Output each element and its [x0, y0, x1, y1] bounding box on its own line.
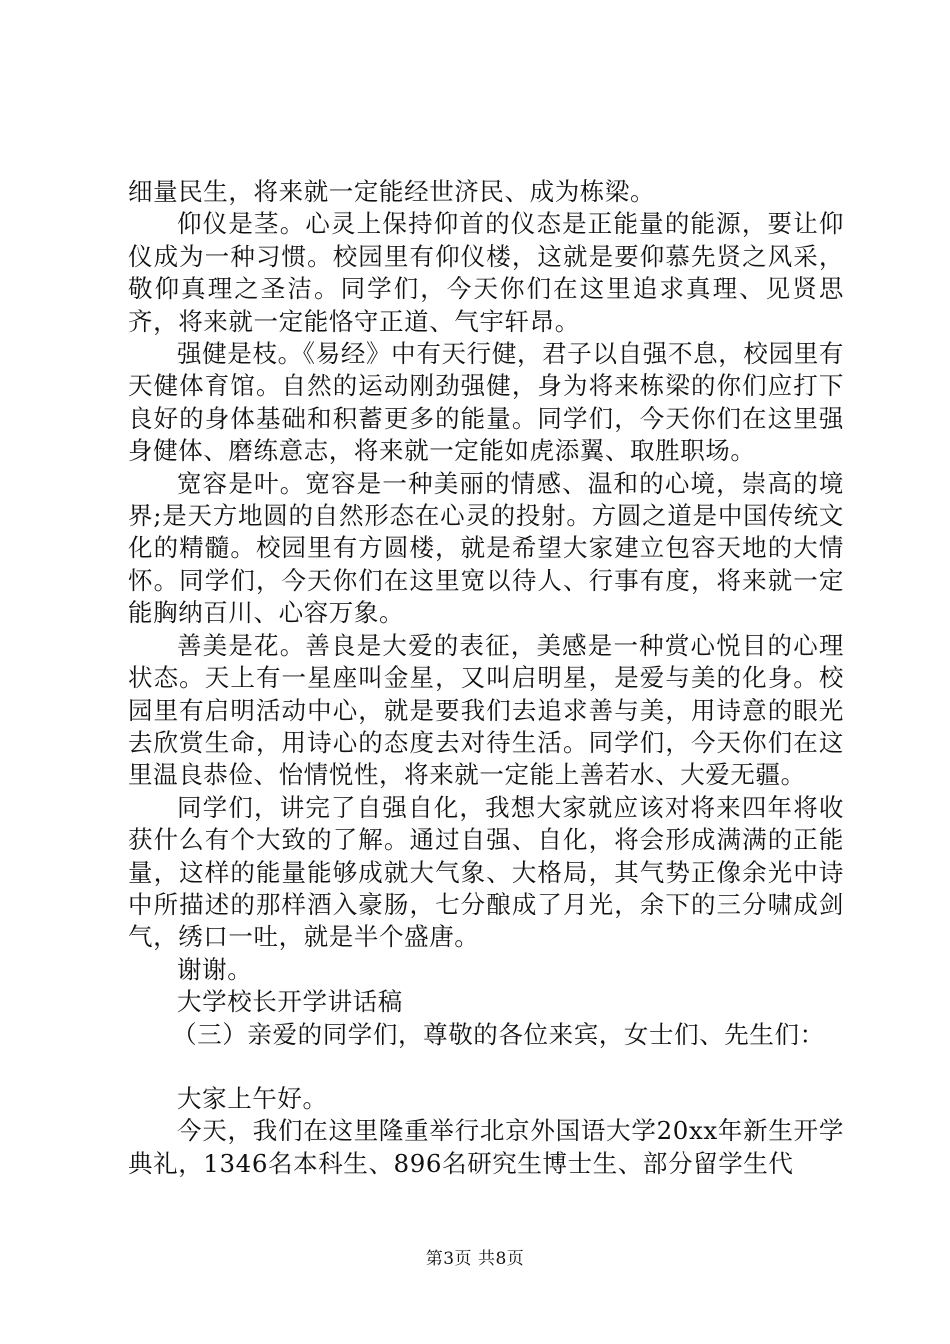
paragraph-kuanrong: 宽容是叶。宽容是一种美丽的情感、温和的心境，崇高的境界;是天方地圆的自然形态在心灵的投射。方圆之道是中国传统文化的精髓。校园里有方圆楼，就是希望大家建立包容天地的大情怀。同学们，今天你们在这里宽以待人、行事有度，将来就一定能胸纳百川、心容万象。	[128, 468, 844, 628]
greeting-line: 大家上午好。	[177, 1083, 328, 1113]
speech-title: 大学校长开学讲话稿	[177, 987, 403, 1017]
paragraph-opening: 今天，我们在这里隆重举行北京外国语大学20xx年新生开学典礼，1346名本科生、896名研究生博士生、部分留学生代	[128, 1116, 844, 1178]
blank-line	[128, 1051, 844, 1083]
paragraph-continuation: 细量民生，将来就一定能经世济民、成为栋梁。	[128, 177, 656, 206]
document-body	[128, 176, 844, 1180]
paragraph-conclusion: 同学们，讲完了自强自化，我想大家就应该对将来四年将收获什么有个大致的了解。通过自强、自化，将会形成满满的正能量，这样的能量能够成就大气象、大格局，其气势正像余光中诗中所描述的那样酒入豪肠，七分酿成了月光，余下的三分啸成剑气，绣口一吐，就是半个盛唐。	[128, 792, 844, 952]
paragraph-yangyi: 仰仪是茎。心灵上保持仰首的仪态是正能量的能源，要让仰仪成为一种习惯。校园里有仰仪楼，这就是要仰慕先贤之风采，敬仰真理之圣洁。同学们，今天你们在这里追求真理、见贤思齐，将来就一定能恪守正道、气宇轩昂。	[128, 209, 844, 336]
salutation-line: （三）亲爱的同学们，尊敬的各位来宾，女士们、先生们：	[172, 1019, 825, 1049]
page-number-footer: 第3页 共8页	[425, 1249, 525, 1269]
paragraph-qiangjian: 强健是枝。《易经》中有天行健，君子以自强不息，校园里有天健体育馆。自然的运动刚劲强健，身为将来栋梁的你们应打下良好的身体基础和积蓄更多的能量。同学们，今天你们在这里强身健体、磨练意志，将来就一定能如虎添翼、取胜职场。	[128, 339, 844, 466]
paragraph-shanmei: 善美是花。善良是大爱的表征，美感是一种赏心悦目的心理状态。天上有一星座叫金星，又叫启明星，是爱与美的化身。校园里有启明活动中心，就是要我们去追求善与美，用诗意的眼光去欣赏生命，用诗心的态度去对待生活。同学们，今天你们在这里温良恭俭、怡情悦性，将来就一定能上善若水、大爱无疆。	[128, 630, 844, 790]
thanks-line: 谢谢。	[177, 954, 253, 984]
